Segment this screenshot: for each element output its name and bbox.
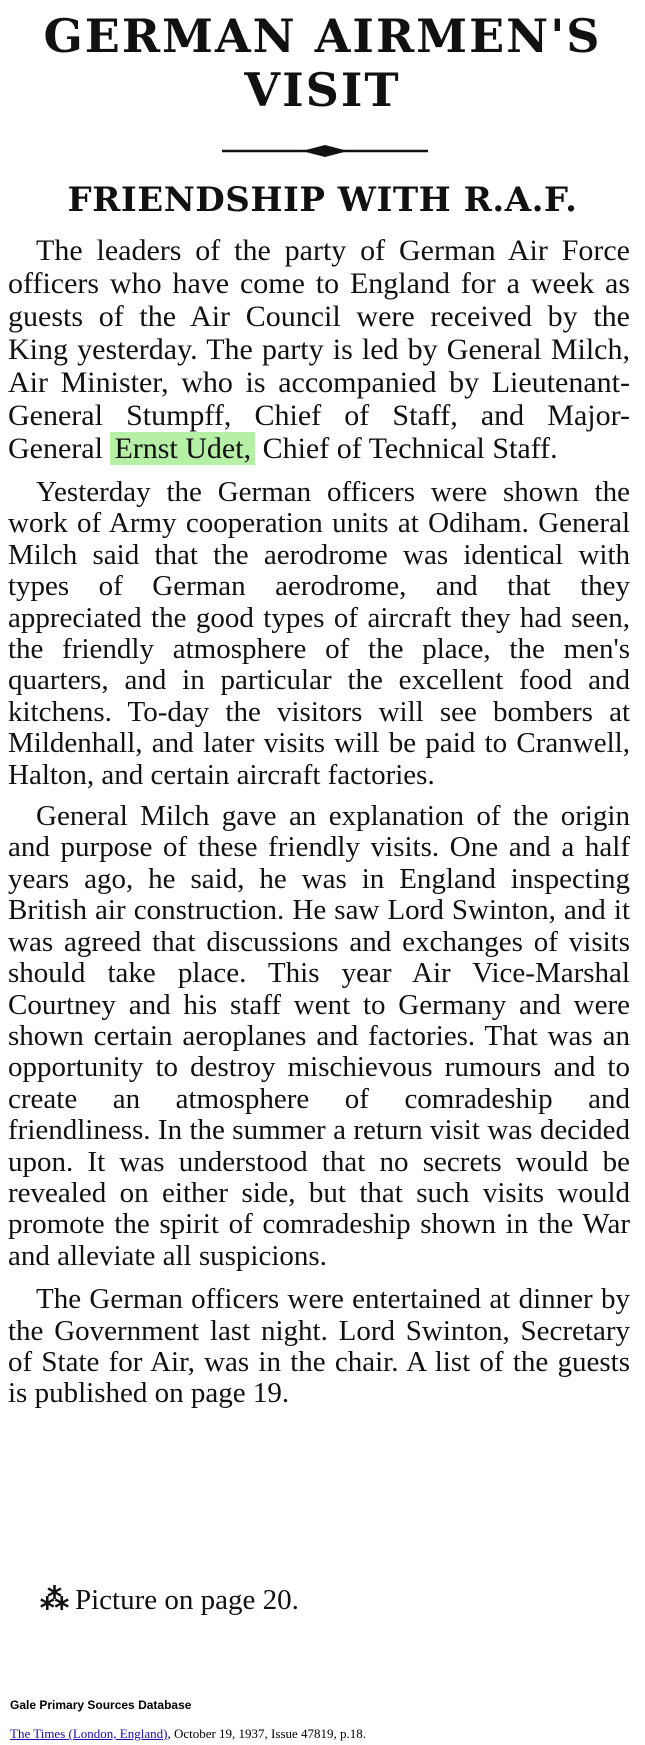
source-database-label: Gale Primary Sources Database: [10, 1698, 192, 1712]
headline-line-2: VISIT: [244, 63, 401, 117]
highlighted-name: Ernst Udet,: [110, 432, 255, 465]
paragraph-1-text-end: Chief of Technical Staff.: [255, 432, 558, 465]
paragraph-3: General Milch gave an explanation of the origin and purpose of these friendly visits. One and a half years ago, he said, he was in England inspecting British air construction. He saw Lord Swinton, and it was agreed that discussions and exchanges of visits should take place. This year Air Vice-Marshal Courtney and his staff went to Germany and were shown certain aeroplanes and factories. That was an opportunity to destroy mischievous rumours and to create an atmosphere of comradeship and friendliness. In the summer a return visit was decided upon. It was understood that no secrets would be revealed on either side, but that such visits would promote the spirit of comradeship shown in the War and alleviate all suspicions.: [8, 800, 630, 1272]
subheadline: FRIENDSHIP WITH R.A.F.: [67, 180, 578, 220]
paragraph-1: [8, 234, 630, 465]
paragraph-1-text: The leaders of the party of German Air Force officers who have come to England for a week as guests of the Air Council were received by the King yesterday. The party is led by General Milch, Air Minister, who is accompanied by Lieutenant-General Stumpff, Chief of Staff, and Major-General: [8, 234, 630, 465]
paragraph-4: The German officers were entertained at dinner by the Government last night. Lord Swinton, Secretary of State for Air, was in the chair. A list of the guests is published on page 19.: [8, 1283, 630, 1410]
paragraph-2: Yesterday the German officers were shown the work of Army cooperation units at Odiham. General Milch said that the aerodrome was identical with types of German aerodrome, and that they appreciated the good types of aircraft they had seen, the friendly atmosphere of the place, the men's quarters, and in particular the excellent food and kitchens. To-day the visitors will see bombers at Mildenhall, and later visits will be paid to Cranwell, Halton, and certain aircraft factories.: [8, 476, 630, 791]
picture-note: [40, 1583, 299, 1617]
publication-link[interactable]: The Times (London, England): [10, 1726, 168, 1741]
headline-divider-rule: [222, 144, 428, 158]
headline-line-1: GERMAN AIRMEN'S: [43, 9, 602, 63]
picture-note-text: Picture on page 20.: [75, 1584, 299, 1616]
citation-details: , October 19, 1937, Issue 47819, p.18.: [167, 1726, 367, 1741]
citation: [10, 1726, 366, 1742]
asterism-icon: ⁂: [40, 1584, 69, 1616]
article-body: [8, 234, 630, 1410]
